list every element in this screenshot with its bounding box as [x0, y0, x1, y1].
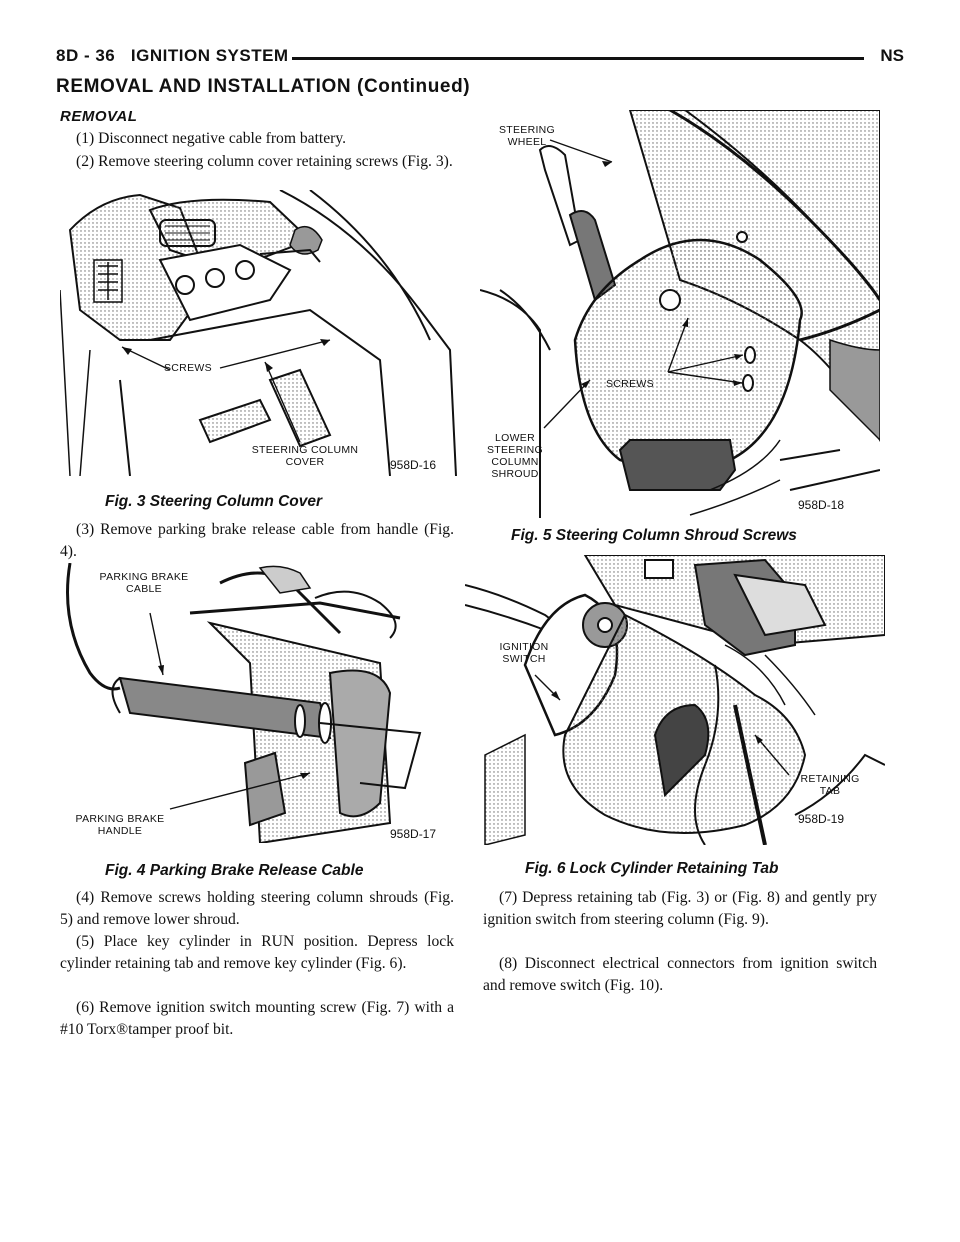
page-header: [56, 46, 904, 72]
figure-6-caption: Fig. 6 Lock Cylinder Retaining Tab: [525, 860, 779, 877]
figure-4-parking-brake-release-cable: [60, 563, 458, 843]
label-screws-fig5: SCREWS: [606, 378, 654, 390]
step-7: (7) Depress retaining tab (Fig. 3) or (Fig. 8) and gently pry ignition switch from steering column (Fig. 9).: [483, 889, 877, 928]
label-lower-steering-column-shroud: LOWER STEERING COLUMN SHROUD: [486, 432, 544, 480]
subheading: REMOVAL: [60, 108, 138, 125]
figure-6-code: 958D-19: [798, 812, 845, 826]
figure-5-code: 958D-18: [798, 498, 845, 512]
label-steering-wheel: STEERING WHEEL: [498, 124, 556, 148]
figure-6-drawing: [465, 555, 885, 845]
figure-5-steering-column-shroud-screws: [480, 110, 880, 518]
label-screws: SCREWS: [164, 362, 212, 374]
step-4: (4) Remove screws holding steering column shrouds (Fig. 5) and remove lower shroud.: [60, 889, 454, 928]
header-rule: [292, 57, 864, 60]
figure-3-caption: Fig. 3 Steering Column Cover: [105, 493, 323, 510]
figure-3-code: 958D-16: [390, 458, 437, 472]
figure-6-lock-cylinder-retaining-tab: [465, 555, 885, 845]
label-ignition-switch: IGNITION SWITCH: [499, 641, 549, 665]
step-5: (5) Place key cylinder in RUN position. Depress lock cylinder retaining tab and remove key cylinder (Fig. 6).: [60, 933, 454, 972]
figure-5-caption: Fig. 5 Steering Column Shroud Screws: [511, 527, 797, 544]
section-title: REMOVAL AND INSTALLATION (Continued): [56, 76, 471, 97]
label-parking-brake-handle: PARKING BRAKE HANDLE: [75, 813, 165, 837]
step-3: (3) Remove parking brake release cable from handle (Fig. 4).: [60, 521, 454, 560]
figure-4-code: 958D-17: [390, 827, 437, 841]
figure-3-steering-column-cover: [60, 190, 458, 476]
step-6: (6) Remove ignition switch mounting screw (Fig. 7) with a #10 Torx®tamper proof bit.: [60, 999, 454, 1038]
step-1: (1) Disconnect negative cable from battery.: [76, 130, 347, 147]
label-steering-column-cover: STEERING COLUMN COVER: [251, 444, 359, 468]
label-retaining-tab: RETAINING TAB: [800, 773, 860, 797]
page-number-title: 8D - 36 IGNITION SYSTEM: [56, 46, 289, 65]
step-2: (2) Remove steering column cover retaining screws (Fig. 3).: [76, 153, 453, 170]
step-8: (8) Disconnect electrical connectors from ignition switch and remove switch (Fig. 10).: [483, 955, 877, 994]
figure-4-caption: Fig. 4 Parking Brake Release Cable: [105, 862, 364, 879]
label-parking-brake-cable: PARKING BRAKE CABLE: [99, 571, 189, 595]
figure-3-drawing: [60, 190, 458, 476]
figure-4-drawing: [60, 563, 458, 843]
model-code: NS: [880, 46, 904, 65]
